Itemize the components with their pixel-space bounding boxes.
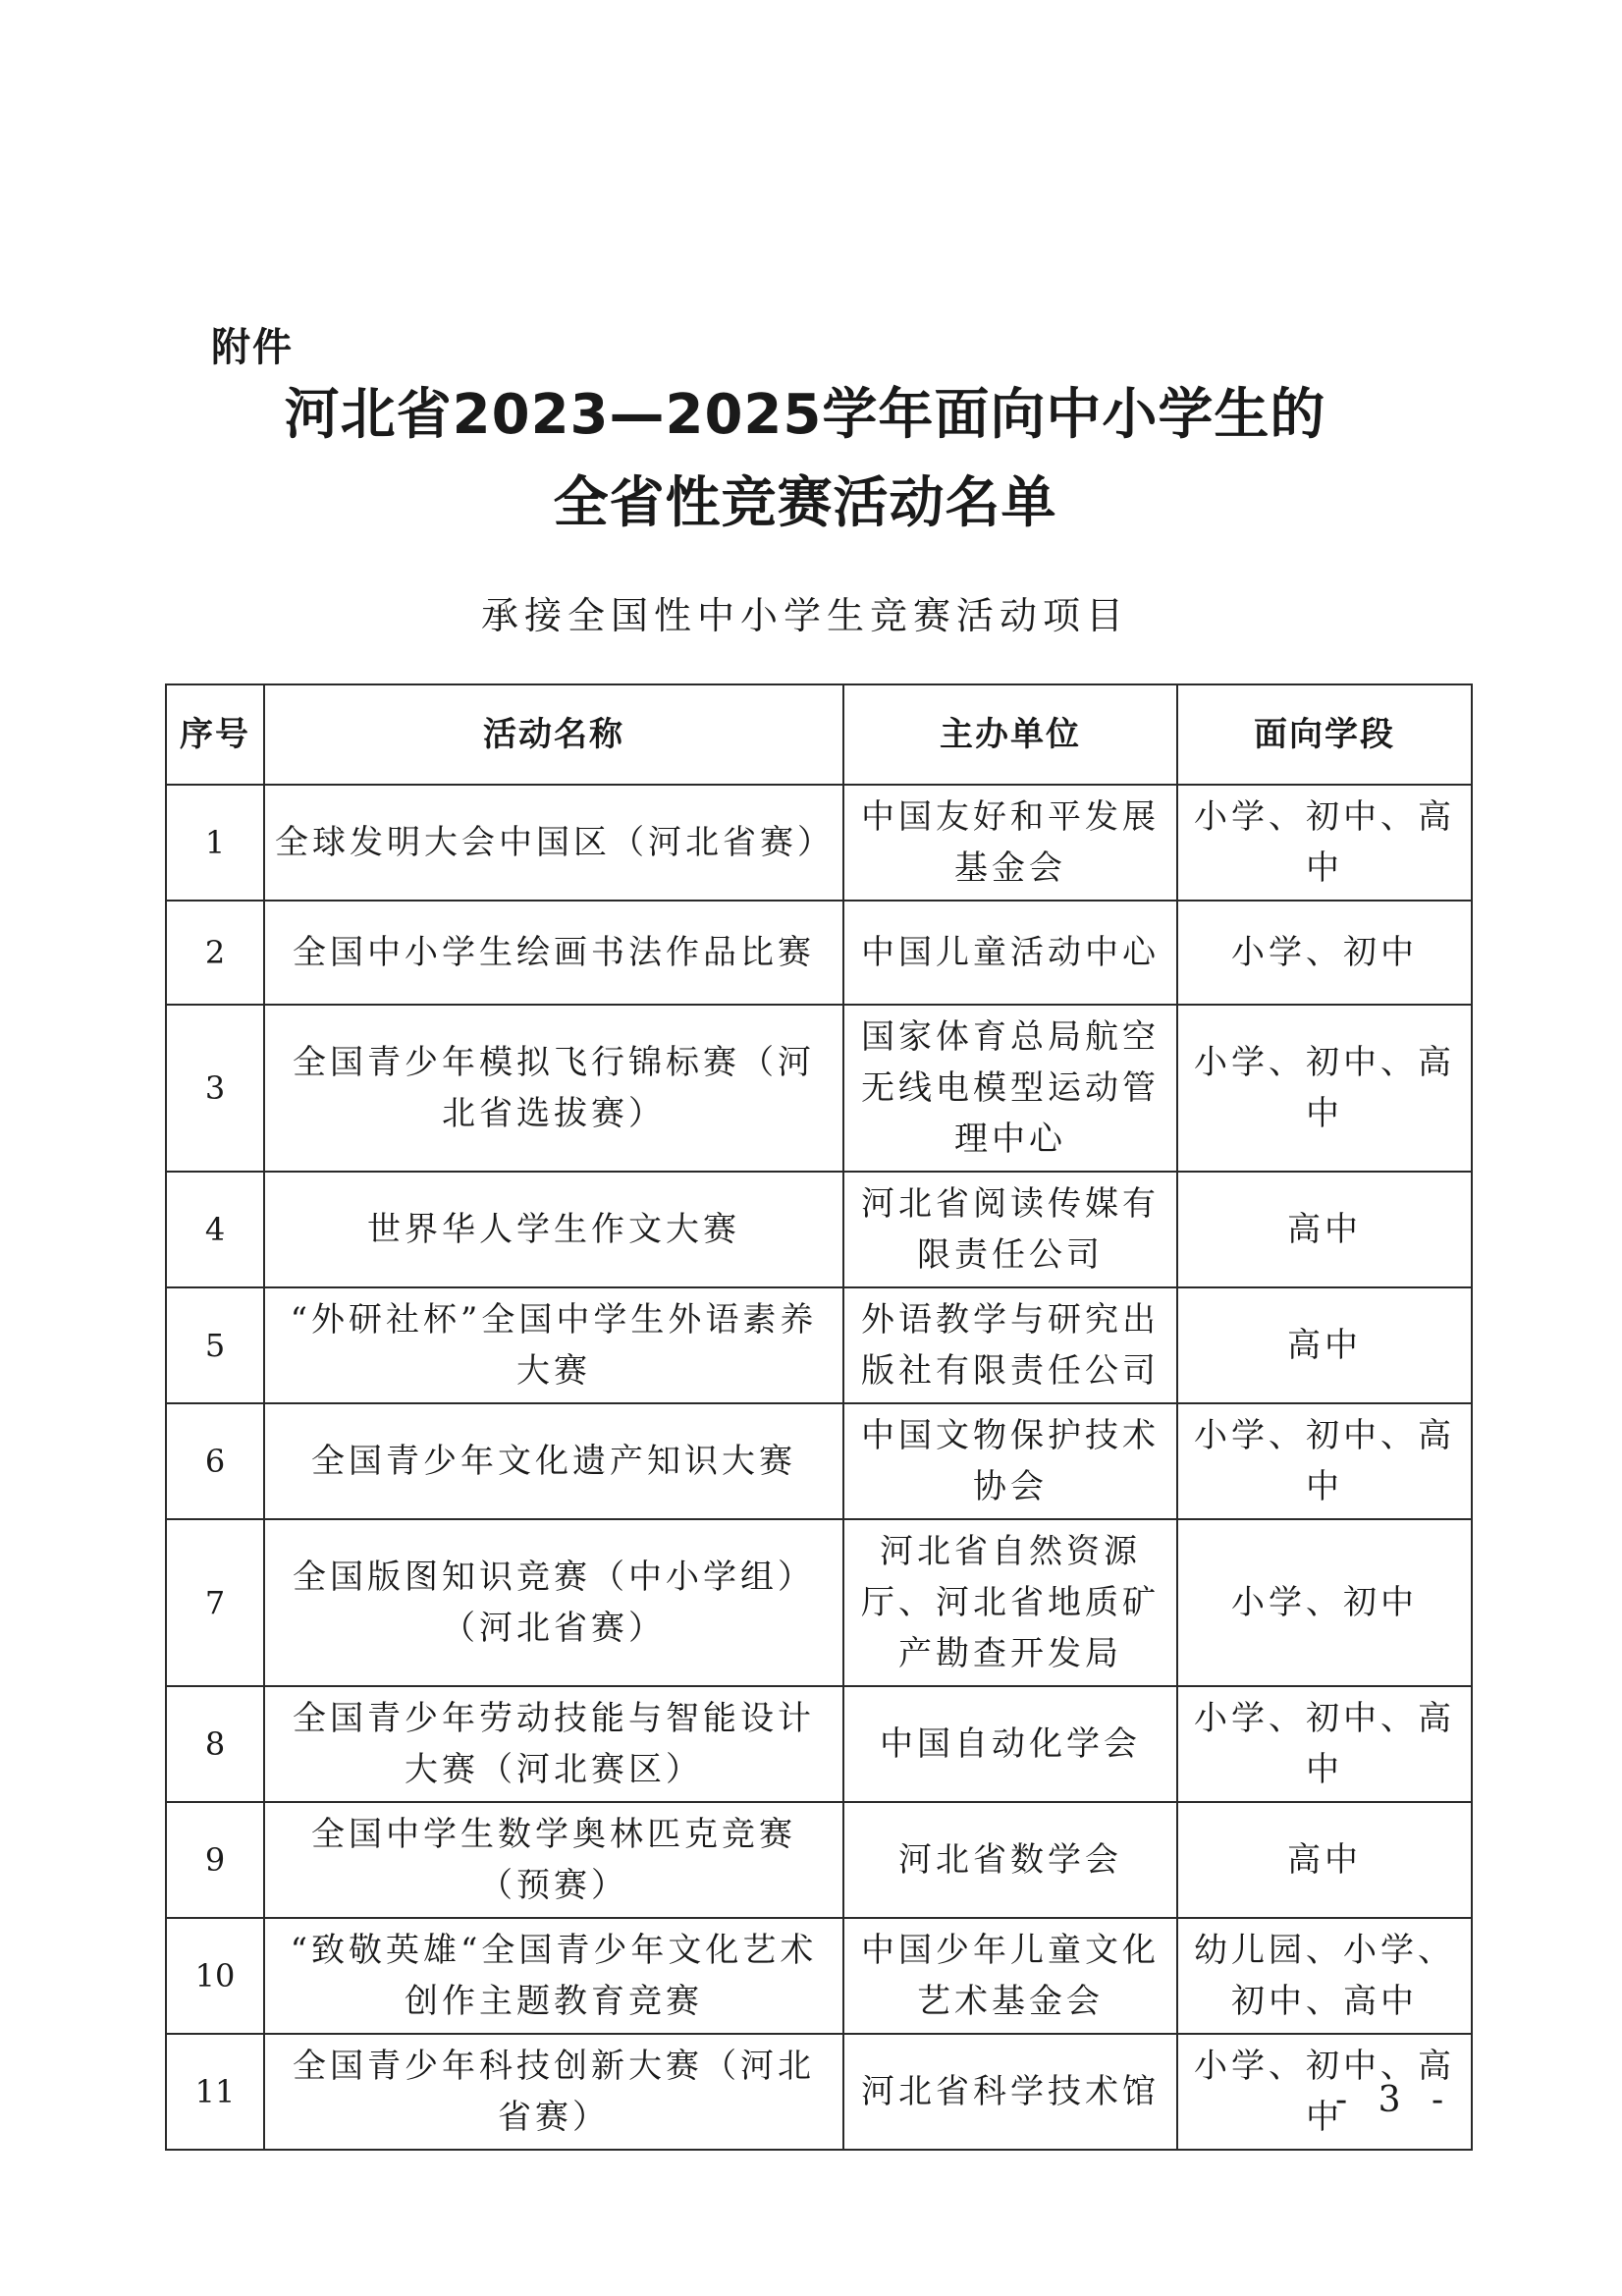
row-number: 3 <box>166 1005 264 1172</box>
activity-name-cell: 全国青少年劳动技能与智能设计大赛（河北赛区） <box>264 1686 843 1802</box>
table-row <box>166 1918 1472 2034</box>
competition-table <box>165 683 1473 2151</box>
school-level-cell: 小学、初中、高中 <box>1177 1686 1472 1802</box>
school-level-cell: 幼儿园、小学、初中、高中 <box>1177 1918 1472 2034</box>
organizer-cell: 中国文物保护技术协会 <box>843 1403 1177 1519</box>
school-level-cell: 高中 <box>1177 1287 1472 1403</box>
school-level-cell: 小学、初中 <box>1177 1519 1472 1686</box>
organizer-cell: 河北省科学技术馆 <box>843 2034 1177 2150</box>
school-level-cell: 高中 <box>1177 1802 1472 1918</box>
activity-name-cell: “致敬英雄“全国青少年文化艺术创作主题教育竞赛 <box>264 1918 843 2034</box>
organizer-cell: 河北省数学会 <box>843 1802 1177 1918</box>
activity-name-cell: 全国青少年科技创新大赛（河北省赛） <box>264 2034 843 2150</box>
table-row <box>166 1005 1472 1172</box>
organizer-cell: 中国友好和平发展基金会 <box>843 785 1177 901</box>
table-header-row <box>166 684 1472 785</box>
activity-name-cell: 全球发明大会中国区（河北省赛） <box>264 785 843 901</box>
table-row <box>166 1802 1472 1918</box>
school-level-cell: 小学、初中、高中 <box>1177 2034 1472 2150</box>
page-number: - 3 - <box>1335 2080 1454 2120</box>
row-number: 10 <box>166 1918 264 2034</box>
table-row <box>166 2034 1472 2150</box>
table-row <box>166 785 1472 901</box>
row-number: 4 <box>166 1172 264 1287</box>
table-subtitle: 承接全国性中小学生竞赛活动项目 <box>480 594 1129 637</box>
attachment-label: 附件 <box>211 325 294 370</box>
school-level-cell: 小学、初中、高中 <box>1177 1005 1472 1172</box>
table-row <box>166 1403 1472 1519</box>
column-header-organizer: 主办单位 <box>843 684 1177 785</box>
school-level-cell: 小学、初中、高中 <box>1177 785 1472 901</box>
row-number: 1 <box>166 785 264 901</box>
organizer-cell: 外语教学与研究出版社有限责任公司 <box>843 1287 1177 1403</box>
row-number: 5 <box>166 1287 264 1403</box>
organizer-cell: 河北省自然资源厅、河北省地质矿产勘查开发局 <box>843 1519 1177 1686</box>
activity-name-cell: 全国青少年模拟飞行锦标赛（河北省选拔赛） <box>264 1005 843 1172</box>
row-number: 6 <box>166 1403 264 1519</box>
column-header-activity-name: 活动名称 <box>264 684 843 785</box>
school-level-cell: 小学、初中、高中 <box>1177 1403 1472 1519</box>
school-level-cell: 小学、初中 <box>1177 901 1472 1005</box>
title-line-1: 河北省2023—2025学年面向中小学生的 <box>284 383 1326 447</box>
document-title <box>0 371 1610 548</box>
activity-name-cell: 世界华人学生作文大赛 <box>264 1172 843 1287</box>
column-header-number: 序号 <box>166 684 264 785</box>
row-number: 9 <box>166 1802 264 1918</box>
activity-name-cell: 全国版图知识竞赛（中小学组）（河北省赛） <box>264 1519 843 1686</box>
table-row <box>166 1519 1472 1686</box>
school-level-cell: 高中 <box>1177 1172 1472 1287</box>
row-number: 7 <box>166 1519 264 1686</box>
table-row <box>166 1287 1472 1403</box>
organizer-cell: 中国少年儿童文化艺术基金会 <box>843 1918 1177 2034</box>
organizer-cell: 国家体育总局航空无线电模型运动管理中心 <box>843 1005 1177 1172</box>
activity-name-cell: “外研社杯”全国中学生外语素养大赛 <box>264 1287 843 1403</box>
activity-name-cell: 全国青少年文化遗产知识大赛 <box>264 1403 843 1519</box>
row-number: 2 <box>166 901 264 1005</box>
competition-table-wrapper <box>165 683 1471 2151</box>
activity-name-cell: 全国中小学生绘画书法作品比赛 <box>264 901 843 1005</box>
table-row <box>166 1686 1472 1802</box>
organizer-cell: 中国自动化学会 <box>843 1686 1177 1802</box>
table-row <box>166 1172 1472 1287</box>
column-header-school-level: 面向学段 <box>1177 684 1472 785</box>
row-number: 11 <box>166 2034 264 2150</box>
activity-name-cell: 全国中学生数学奥林匹克竞赛（预赛） <box>264 1802 843 1918</box>
organizer-cell: 河北省阅读传媒有限责任公司 <box>843 1172 1177 1287</box>
title-line-2: 全省性竞赛活动名单 <box>553 471 1057 535</box>
table-row <box>166 901 1472 1005</box>
organizer-cell: 中国儿童活动中心 <box>843 901 1177 1005</box>
row-number: 8 <box>166 1686 264 1802</box>
